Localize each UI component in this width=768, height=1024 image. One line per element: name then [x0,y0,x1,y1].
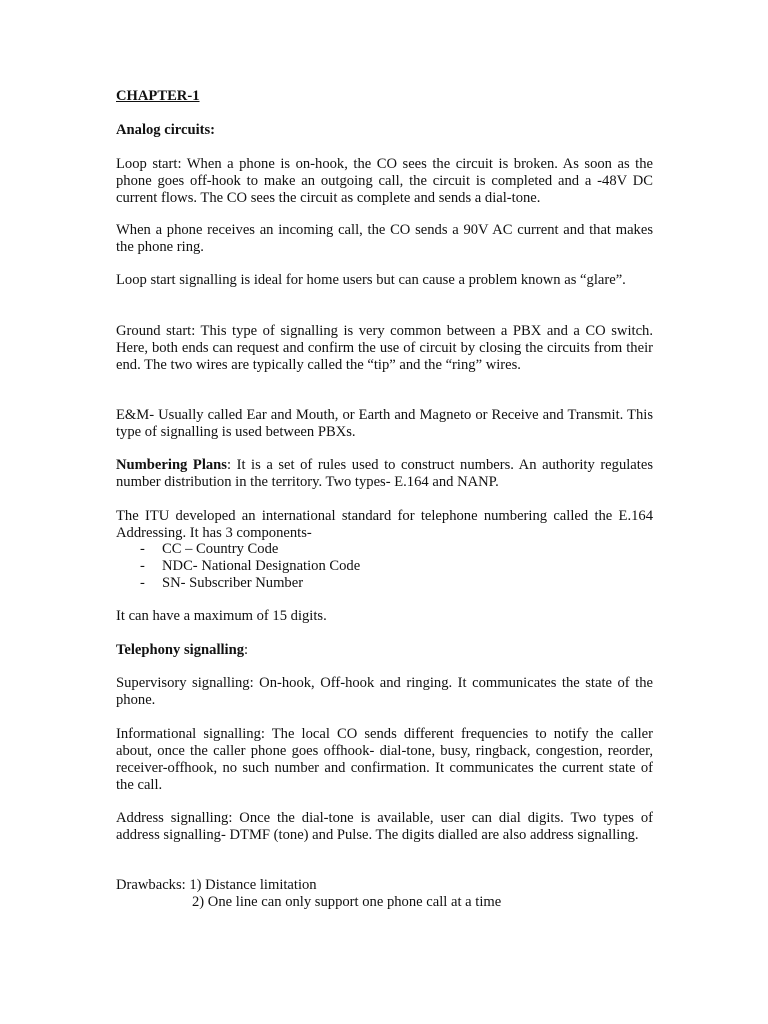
list-item-text: CC – Country Code [162,541,279,557]
list-dash: - [140,558,145,574]
glare-paragraph: Loop start signalling is ideal for home users but can cause a problem known as “glare”. [116,272,626,288]
components-list [116,541,653,592]
supervisory-paragraph: Supervisory signalling: On-hook, Off-hook and ringing. It communicates the state of the phone. [116,675,653,708]
informational-paragraph: Informational signalling: The local CO sends different frequencies to notify the caller about, once the caller phone goes offhook- dial-tone, busy, ringback, congestion, reorder, receiver-offhook, no such number and confirmation. It communicates the current state of the call. [116,726,653,793]
list-dash: - [140,575,145,591]
drawback-line-1: Drawbacks: 1) Distance limitation [116,877,317,893]
ground-start-paragraph: Ground start: This type of signalling is very common between a PBX and a CO switch. Here, both ends can request and confirm the use of circuit by closing the circuits from their end. The two wires are typically called the “tip” and the “ring” wires. [116,323,653,373]
list-item [116,558,653,575]
drawback-line-2: 2) One line can only support one phone call at a time [192,894,502,910]
list-dash: - [140,541,145,557]
chapter-title: CHAPTER-1 [116,88,200,104]
numbering-plans-label: Numbering Plans [116,457,227,473]
list-item-text: SN- Subscriber Number [162,575,304,591]
list-item-text: NDC- National Designation Code [162,558,361,574]
telephony-signalling-heading [116,642,653,659]
telephony-signalling-label: Telephony signalling [116,642,245,658]
numbering-plans-text: : It is a set of rules used to construct numbers. An authority regulates number distribution in the territory. Two types- E.164 and NANP. [116,457,653,490]
analog-circuits-heading: Analog circuits: [116,122,216,138]
loop-start-paragraph: Loop start: When a phone is on-hook, the CO sees the circuit is broken. As soon as the phone goes off-hook to make an outgoing call, the circuit is completed and a -48V DC current flows. The CO sees the circuit as complete and sends a dial-tone. [116,156,653,206]
max-digits-paragraph: It can have a maximum of 15 digits. [116,608,327,624]
itu-paragraph: The ITU developed an international standard for telephone numbering called the E.164 Addressing. It has 3 components- [116,508,653,541]
address-paragraph: Address signalling: Once the dial-tone is available, user can dial digits. Two types of address signalling- DTMF (tone) and Pulse. The digits dialled are also address signalling. [116,810,653,843]
list-item [116,575,653,592]
incoming-call-paragraph: When a phone receives an incoming call, the CO sends a 90V AC current and that makes the phone ring. [116,222,653,255]
numbering-plans-paragraph [116,457,653,491]
list-item [116,541,653,558]
em-paragraph: E&M- Usually called Ear and Mouth, or Earth and Magneto or Receive and Transmit. This type of signalling is used between PBXs. [116,407,653,440]
telephony-signalling-colon: : [244,642,249,658]
drawbacks-block [116,877,653,911]
